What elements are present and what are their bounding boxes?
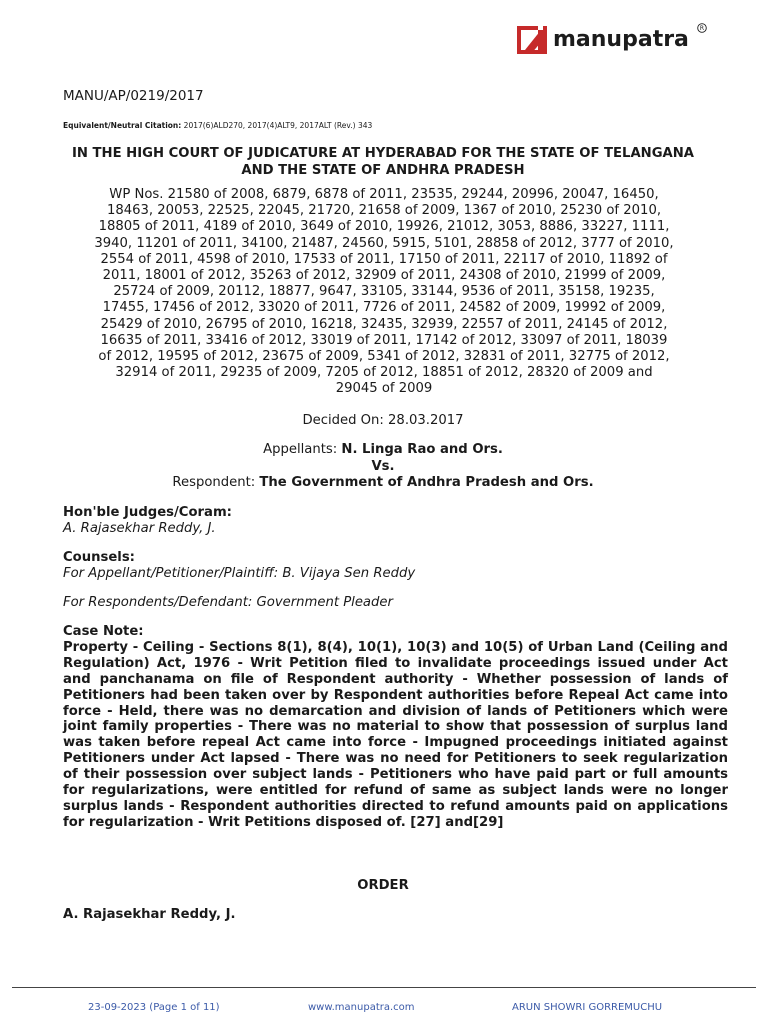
svg-text:R: R bbox=[699, 25, 705, 33]
versus: Vs. bbox=[371, 458, 395, 474]
order-heading: ORDER bbox=[357, 878, 409, 893]
wp-line: 2554 of 2011, 4598 of 2010, 17533 of 2011, 17150 of 2011, 22117 of 2010, 11892 of bbox=[100, 251, 668, 267]
logo-wordmark: manupatra bbox=[553, 27, 689, 52]
writ-petition-numbers bbox=[58, 187, 710, 398]
case-note-text: Property - Ceiling - Sections 8(1), 8(4), 10(1), 10(3) and 10(5) of Urban Land (Ceiling and Regulation) Act, 1976 - Writ Petition filed to invalidate proceedings issued under Act and panchanama on file of Respondent authority - Whether possession of lands of Petitioners had been taken over by Respondent authorities before Repeal Act came into force - Held, there was no demarcation and division of lands of Petitioners which were joint family properties - There was no material to show that possession of surplus land was taken before repeal Act came into force - Impugned proceedings initiated against Petitioners under Act lapsed - There was no need for Petitioners to seek regularization of their possession over subject lands - Petitioners who have paid part or full amounts for regularizations, were entitled for refund of same as subject lands were no longer surplus lands - Respondent authorities directed to refund amounts paid on applications for regularization - Writ Petitions disposed of. [27] and[29] bbox=[63, 639, 728, 830]
judges-heading: Hon'ble Judges/Coram: bbox=[63, 505, 232, 520]
footer-date-page: 23-09-2023 (Page 1 of 11) bbox=[88, 1002, 220, 1013]
wp-line: 29045 of 2009 bbox=[335, 381, 433, 397]
respondent-value: The Government of Andhra Pradesh and Ors. bbox=[259, 475, 594, 490]
respondent-counsel-section bbox=[63, 595, 708, 611]
citation-value: 2017(6)ALD270, 2017(4)ALT9, 2017ALT (Rev.) 343 bbox=[183, 121, 373, 130]
citation-label: Equivalent/Neutral Citation: bbox=[63, 121, 182, 130]
case-note-heading: Case Note: bbox=[63, 624, 144, 639]
counsels-section bbox=[63, 550, 708, 582]
wp-line: 2011, 18001 of 2012, 35263 of 2012, 32909 of 2011, 24308 of 2010, 21999 of 2009, bbox=[102, 268, 666, 284]
judges-section bbox=[63, 505, 708, 537]
respondent-counsel: For Respondents/Defendant: Government Pleader bbox=[63, 595, 393, 610]
wp-line: WP Nos. 21580 of 2008, 6879, 6878 of 2011, 23535, 29244, 20996, 20047, 16450, bbox=[109, 187, 659, 202]
wp-line: 16635 of 2011, 33416 of 2012, 33019 of 2011, 17142 of 2012, 33097 of 2011, 18039 bbox=[100, 332, 668, 348]
equivalent-citation bbox=[63, 121, 372, 130]
appellant-counsel: For Appellant/Petitioner/Plaintiff: B. Vijaya Sen Reddy bbox=[63, 566, 416, 581]
wp-line: 32914 of 2011, 29235 of 2009, 7205 of 2012, 18851 of 2012, 28320 of 2009 and bbox=[115, 365, 653, 381]
respondent-label: Respondent: bbox=[172, 475, 260, 490]
wp-line: 18463, 20053, 22525, 22045, 21720, 21658 of 2009, 1367 of 2010, 25230 of 2010, bbox=[106, 203, 662, 219]
appellants-value: N. Linga Rao and Ors. bbox=[341, 442, 503, 457]
wp-line: 25429 of 2010, 26795 of 2010, 16218, 32435, 32939, 22557 of 2011, 24145 of 2012, bbox=[100, 316, 668, 332]
wp-line: of 2012, 19595 of 2012, 23675 of 2009, 5341 of 2012, 32831 of 2011, 32775 of 2012, bbox=[98, 349, 670, 365]
parties bbox=[63, 442, 703, 492]
court-title: IN THE HIGH COURT OF JUDICATURE AT HYDERABAD FOR THE STATE OF TELANGANA AND THE STATE OF ANDHRA PRADESH bbox=[72, 146, 694, 178]
decided-on-date: Decided On: 28.03.2017 bbox=[302, 413, 464, 428]
manupatra-logo bbox=[517, 22, 717, 58]
wp-line: 18805 of 2011, 4189 of 2010, 3649 of 2010, 19926, 21012, 3053, 8886, 33227, 1111, bbox=[98, 219, 670, 235]
appellants-label: Appellants: bbox=[263, 442, 342, 457]
manupatra-logo-icon bbox=[517, 26, 547, 54]
manu-citation-id: MANU/AP/0219/2017 bbox=[63, 88, 204, 104]
footer-user: ARUN SHOWRI GORREMUCHU bbox=[512, 1002, 663, 1013]
wp-line: 17455, 17456 of 2012, 33020 of 2011, 7726 of 2011, 24582 of 2009, 19992 of 2009, bbox=[102, 300, 666, 316]
footer-divider bbox=[12, 987, 756, 988]
counsels-heading: Counsels: bbox=[63, 550, 135, 565]
case-note bbox=[63, 624, 728, 831]
footer-site-link[interactable]: www.manupatra.com bbox=[308, 1002, 415, 1013]
respondent-line bbox=[63, 475, 703, 492]
wp-line: 3940, 11201 of 2011, 34100, 21487, 24560, 5915, 5101, 28858 of 2012, 3777 of 2010, bbox=[94, 235, 674, 251]
order-judge-name: A. Rajasekhar Reddy, J. bbox=[63, 907, 236, 922]
appellants-line bbox=[63, 442, 703, 459]
judge-name: A. Rajasekhar Reddy, J. bbox=[63, 521, 216, 536]
wp-line: 25724 of 2009, 20112, 18877, 9647, 33105, 33144, 9536 of 2011, 35158, 19235, bbox=[113, 284, 655, 300]
registered-mark-icon bbox=[697, 23, 707, 33]
